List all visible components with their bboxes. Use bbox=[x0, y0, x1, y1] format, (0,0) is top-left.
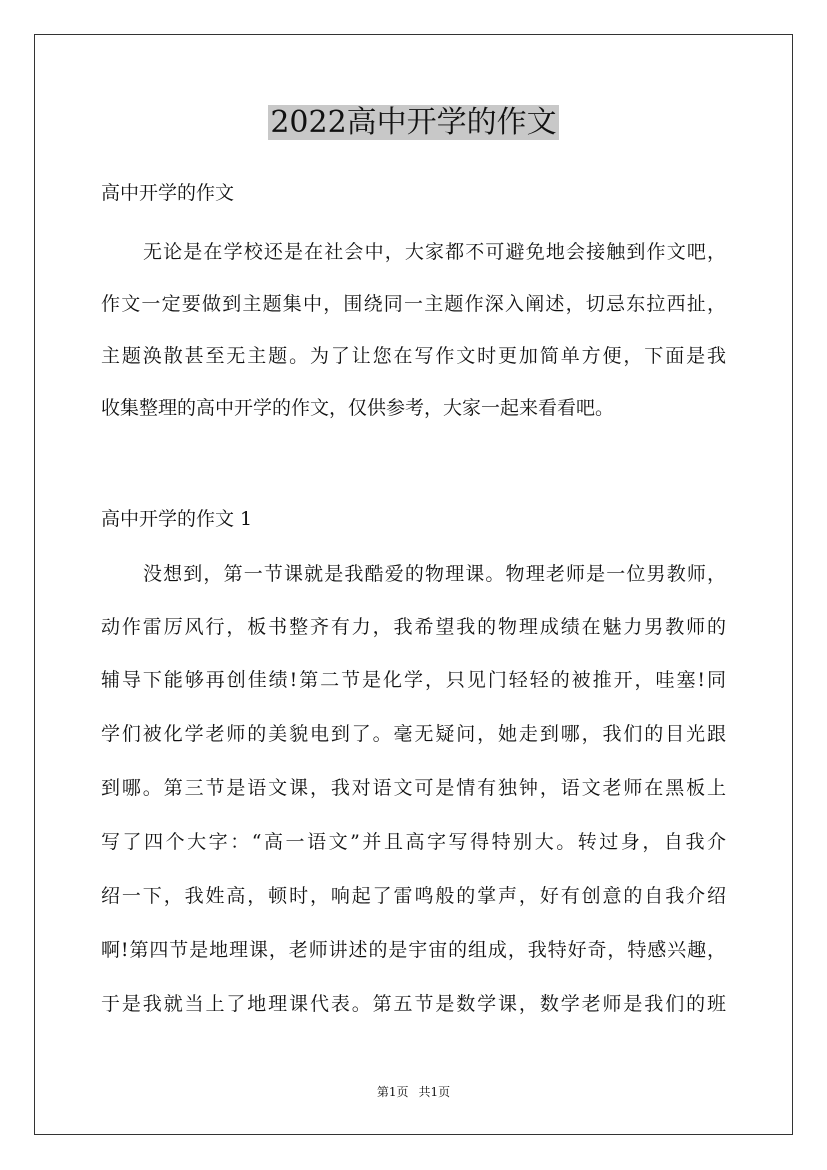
intro-heading: 高中开学的作文 bbox=[101, 182, 235, 204]
essay1-heading: 高中开学的作文 1 bbox=[101, 508, 253, 530]
essay1-line: 辅导下能够再创佳绩!第二节是化学，只见门轻轻的被推开，哇塞!同 bbox=[101, 669, 726, 691]
intro-line: 无论是在学校还是在社会中，大家都不可避免地会接触到作文吧， bbox=[143, 241, 726, 263]
essay1-line: 到哪。第三节是语文课，我对语文可是情有独钟，语文老师在黑板上 bbox=[101, 777, 726, 799]
essay1-line: 没想到，第一节课就是我酷爱的物理课。物理老师是一位男教师， bbox=[143, 563, 726, 585]
page-number-total: 共1页 bbox=[418, 1085, 451, 1099]
essay1-line: 动作雷厉风行，板书整齐有力，我希望我的物理成绩在魅力男教师的 bbox=[101, 616, 726, 638]
page-footer bbox=[0, 1084, 827, 1100]
document-title bbox=[0, 103, 827, 143]
intro-line: 作文一定要做到主题集中，围绕同一主题作深入阐述，切忌东拉西扯， bbox=[101, 293, 726, 315]
essay1-line: 写了四个大字：“高一语文”并且高字写得特别大。转过身，自我介 bbox=[101, 831, 726, 853]
essay1-line: 啊!第四节是地理课，老师讲述的是宇宙的组成，我特好奇，特感兴趣， bbox=[101, 939, 726, 961]
intro-line: 收集整理的高中开学的作文，仅供参考，大家一起来看看吧。 bbox=[101, 397, 615, 419]
essay1-line: 绍一下，我姓高，顿时，响起了雷鸣般的掌声，好有创意的自我介绍 bbox=[101, 885, 726, 907]
intro-line: 主题涣散甚至无主题。为了让您在写作文时更加简单方便，下面是我 bbox=[101, 345, 726, 367]
page-number-current: 第1页 bbox=[376, 1085, 409, 1099]
essay1-line: 于是我就当上了地理课代表。第五节是数学课，数学老师是我们的班 bbox=[101, 993, 726, 1015]
document-title-text: 2022高中开学的作文 bbox=[270, 105, 557, 140]
essay1-line: 学们被化学老师的美貌电到了。毫无疑问，她走到哪，我们的目光跟 bbox=[101, 723, 726, 745]
